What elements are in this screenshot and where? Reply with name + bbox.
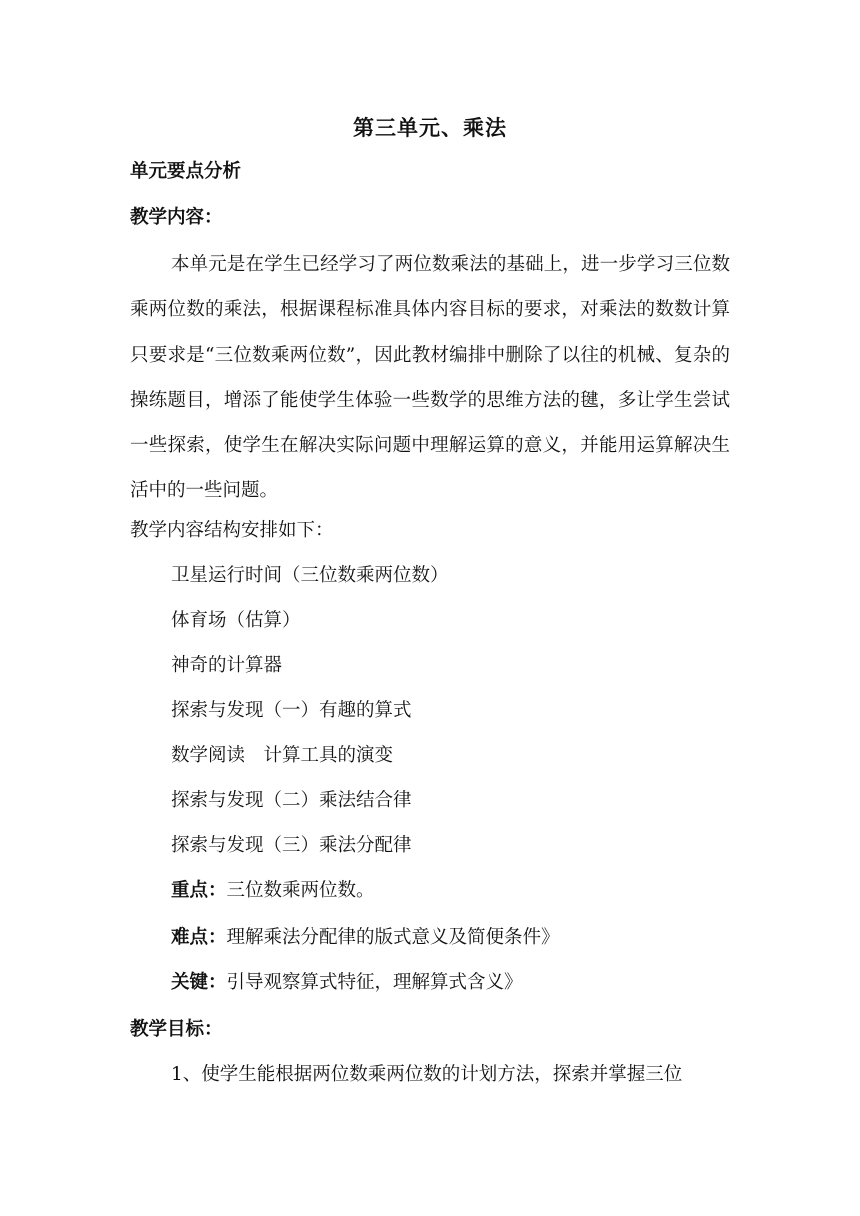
structure-item: 探索与发现（二）乘法结合律: [171, 790, 412, 811]
structure-item: 卫星运行时间（三位数乘两位数）: [171, 565, 449, 586]
difficulty-line: [171, 923, 776, 953]
difficulty-label: 难点：: [171, 927, 227, 948]
focus-text: 三位数乘两位数。: [226, 880, 375, 901]
content-heading: 教学内容：: [130, 207, 223, 228]
intro-paragraph: 本单元是在学生已经学习了两位数乘法的基础上，进一步学习三位数乘两位数的乘法，根据课程标准具体内容目标的要求，对乘法的数数计算只要求是“三位数乘两位数”，因此教材编排中删除了以往的机械、复杂的操练题目，增添了能使学生体验一些数学的思维方法的毽，多让学生尝试一些探索，使学生在解决实际问题中理解运算的意义，并能用运算解决生活中的一些问题。: [130, 254, 730, 502]
page-title: 第三单元、乘法: [353, 115, 507, 140]
structure-item: 探索与发现（一）有趣的算式: [171, 700, 412, 721]
goal-item: 1、使学生能根据两位数乘两位数的计划方法，探索并掌握三位: [171, 1064, 683, 1085]
focus-label: 重点：: [171, 880, 227, 901]
goals-heading: 教学目标：: [130, 1019, 223, 1040]
focus-line: [171, 876, 776, 906]
key-line: [171, 968, 776, 998]
structure-item: 数学阅读 计算工具的演变: [171, 745, 394, 766]
structure-item: 探索与发现（三）乘法分配律: [171, 835, 412, 856]
key-label: 关键：: [171, 972, 227, 993]
key-text: 引导观察算式特征，理解算式含义》: [226, 972, 523, 993]
structure-item: 神奇的计算器: [171, 655, 283, 676]
difficulty-text: 理解乘法分配律的版式意义及简便条件》: [226, 927, 560, 948]
section-heading: 单元要点分析: [130, 161, 242, 182]
structure-item: 体育场（估算）: [171, 610, 301, 631]
structure-intro: 教学内容结构安排如下：: [130, 520, 334, 541]
